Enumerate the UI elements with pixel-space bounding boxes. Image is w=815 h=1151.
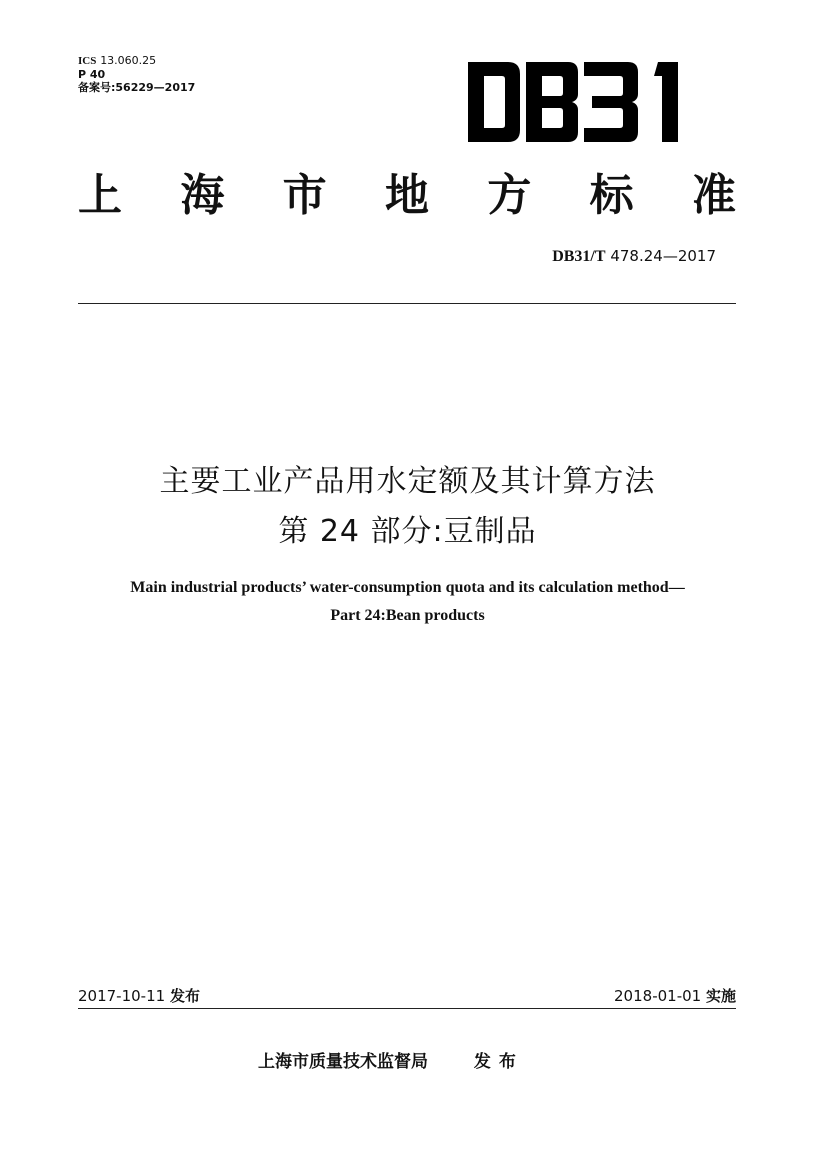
ccs-code: P 40: [78, 68, 106, 81]
issue-date-line: [78, 985, 200, 1006]
ics-code: 13.060.25: [100, 54, 157, 67]
title-en-line1: Main industrial products’ water-consumption quota and its calculation method—: [130, 579, 685, 596]
title-cn-line2: 第 24 部分:豆制品: [278, 514, 537, 549]
standard-number: [552, 247, 716, 266]
header-metadata: [78, 54, 195, 94]
implement-date-line: [614, 985, 736, 1006]
issue-label: 发布: [169, 987, 200, 1005]
heading-char: 准: [691, 170, 736, 221]
issue-date: 2017-10-11: [78, 987, 166, 1005]
heading-char: 地: [384, 170, 429, 221]
heading-char: 市: [282, 170, 327, 221]
heading-char: 标: [589, 170, 634, 221]
issuer-org: 上海市质量技术监督局: [258, 1052, 428, 1072]
title-en-line2: Part 24:Bean products: [330, 607, 485, 624]
heading-char: 上: [78, 170, 122, 221]
title-cn-line1: 主要工业产品用水定额及其计算方法: [159, 464, 656, 499]
issuer-verb: 发布: [473, 1052, 524, 1072]
implement-label: 实施: [705, 987, 736, 1005]
standard-type-heading: [78, 160, 736, 222]
heading-char: 海: [180, 170, 225, 221]
ics-label: ICS: [78, 55, 97, 67]
filing-number: 备案号:56229—2017: [78, 81, 196, 94]
footer-divider: [78, 1008, 736, 1009]
ics-line: [78, 54, 195, 68]
implement-date: 2018-01-01: [614, 987, 702, 1005]
header-divider: [78, 303, 736, 304]
heading-char: 方: [487, 170, 532, 221]
standard-number-value: 478.24—2017: [610, 247, 716, 265]
standard-number-prefix: DB31/T: [552, 248, 606, 265]
db31-logo: [468, 62, 692, 142]
issuer-line: [258, 1047, 524, 1072]
